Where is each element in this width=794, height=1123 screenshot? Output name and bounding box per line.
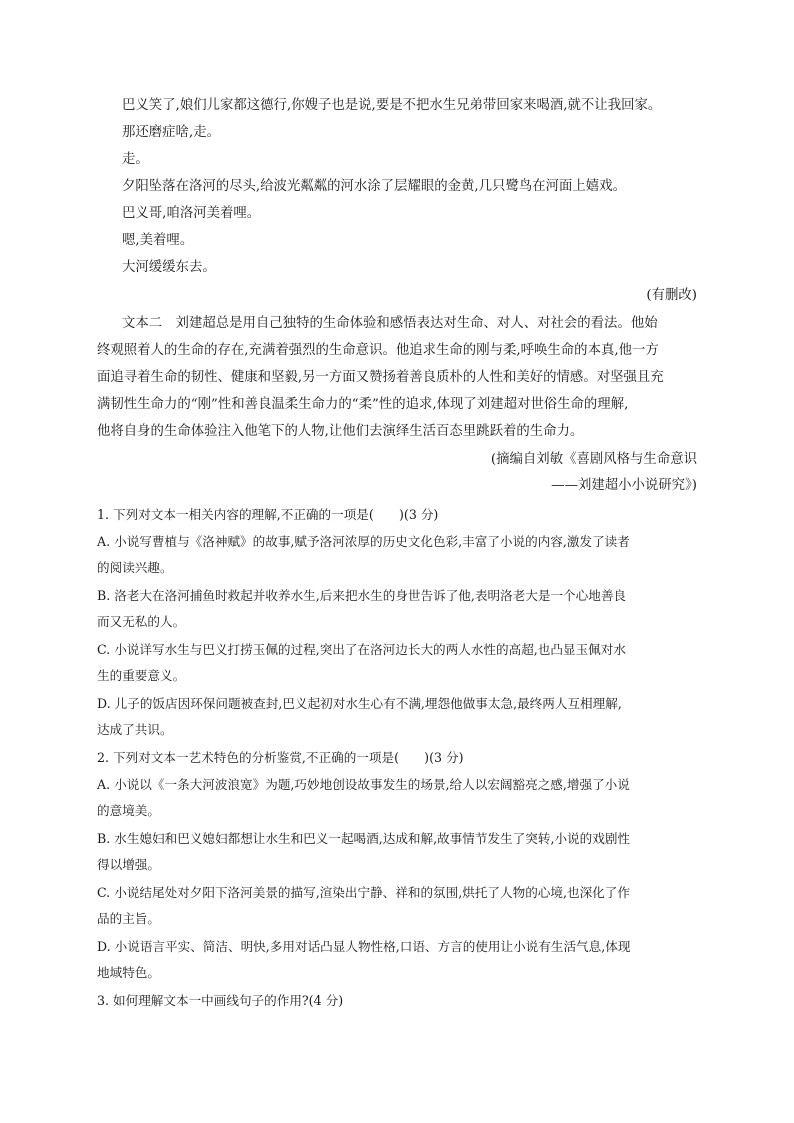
option-text: B. 洛老大在洛河捕鱼时救起并收养水生,后来把水生的身世告诉了他,表明洛老大是一个心地善良 — [97, 588, 627, 603]
source-note: (有删改) — [646, 288, 697, 303]
question-stem: 1. 下列对文本一相关内容的理解,不正确的一项是( )(3 分) — [97, 507, 439, 522]
option-text: 的阅读兴趣。 — [97, 560, 173, 575]
dialogue-line: 巴义哥,咱洛河美着哩。 — [122, 206, 261, 221]
option-text: A. 小说以《一条大河波浪宽》为题,巧妙地创设故事发生的场景,给人以宏阔豁亮之感,增强了小说 — [97, 777, 630, 792]
question-stem: 3. 如何理解文本一中画线句子的作用?(4 分) — [97, 993, 344, 1008]
option-text: D. 儿子的饭店因环保问题被查封,巴义起初对水生心有不满,埋怨他做事太急,最终两人互相理解, — [97, 696, 622, 711]
citation-line: (摘编自刘敏《喜剧风格与生命意识 — [490, 452, 697, 467]
option-text: 生的重要意义。 — [97, 668, 186, 683]
option-text: C. 小说详写水生与巴义打捞玉佩的过程,突出了在洛河边长大的两人水性的高超,也凸显玉佩对水 — [97, 642, 626, 657]
question-stem: 2. 下列对文本一艺术特色的分析鉴赏,不正确的一项是( )(3 分) — [97, 750, 464, 765]
dialogue-line: 大河缓缓东去。 — [122, 260, 216, 275]
dialogue-line: 巴义笑了,娘们儿家都这德行,你嫂子也是说,要是不把水生兄弟带回家来喝酒,就不让我回家。 — [122, 98, 662, 113]
dialogue-line: 嗯,美着哩。 — [122, 233, 194, 248]
text-two-line: 满韧性生命力的“刚”性和善良温柔生命力的“柔”性的追求,体现了刘建超对世俗生命的理解, — [97, 397, 629, 412]
dialogue-line: 那还磨症啥,走。 — [122, 125, 220, 140]
text-two-line: 文本二 刘建超总是用自己独特的生命体验和感悟表达对生命、对人、对社会的看法。他始 — [122, 316, 658, 331]
option-text: B. 水生媳妇和巴义媳妇都想让水生和巴义一起喝酒,达成和解,故事情节发生了突转,小说的戏剧性 — [97, 831, 631, 846]
option-text: D. 小说语言平实、简洁、明快,多用对话凸显人物性格,口语、方言的使用让小说有生活气息,体现 — [97, 939, 631, 954]
option-text: 达成了共识。 — [97, 722, 173, 737]
option-text: 得以增强。 — [97, 857, 160, 872]
text-two-line: 面追寻着生命的韧性、健康和坚毅,另一方面又赞扬着善良质朴的人性和美好的情感。对坚强且充 — [97, 370, 664, 385]
option-text: 品的主旨。 — [97, 911, 160, 926]
option-text: C. 小说结尾处对夕阳下洛河美景的描写,渲染出宁静、祥和的氛围,烘托了人物的心境,也深化了作 — [97, 885, 630, 900]
text-two-line: 终观照着人的生命的存在,充满着强烈的生命意识。他追求生命的刚与柔,呼唤生命的本真,他一方 — [97, 343, 659, 358]
citation-line: ——刘建超小小说研究》) — [551, 478, 697, 493]
option-text: 地域特色。 — [97, 965, 160, 980]
text-two-line: 他将自身的生命体验注入他笔下的人物,让他们去演绎生活百态里跳跃着的生命力。 — [97, 424, 584, 439]
option-text: 的意境美。 — [97, 803, 160, 818]
option-text: A. 小说写曹植与《洛神赋》的故事,赋予洛河浓厚的历史文化色彩,丰富了小说的内容,激发了读者 — [97, 534, 630, 549]
dialogue-line: 走。 — [122, 152, 149, 167]
option-text: 而又无私的人。 — [97, 614, 186, 629]
dialogue-line: 夕阳坠落在洛河的尽头,给波光粼粼的河水涂了层耀眼的金黄,几只鹭鸟在河面上嬉戏。 — [122, 179, 626, 194]
